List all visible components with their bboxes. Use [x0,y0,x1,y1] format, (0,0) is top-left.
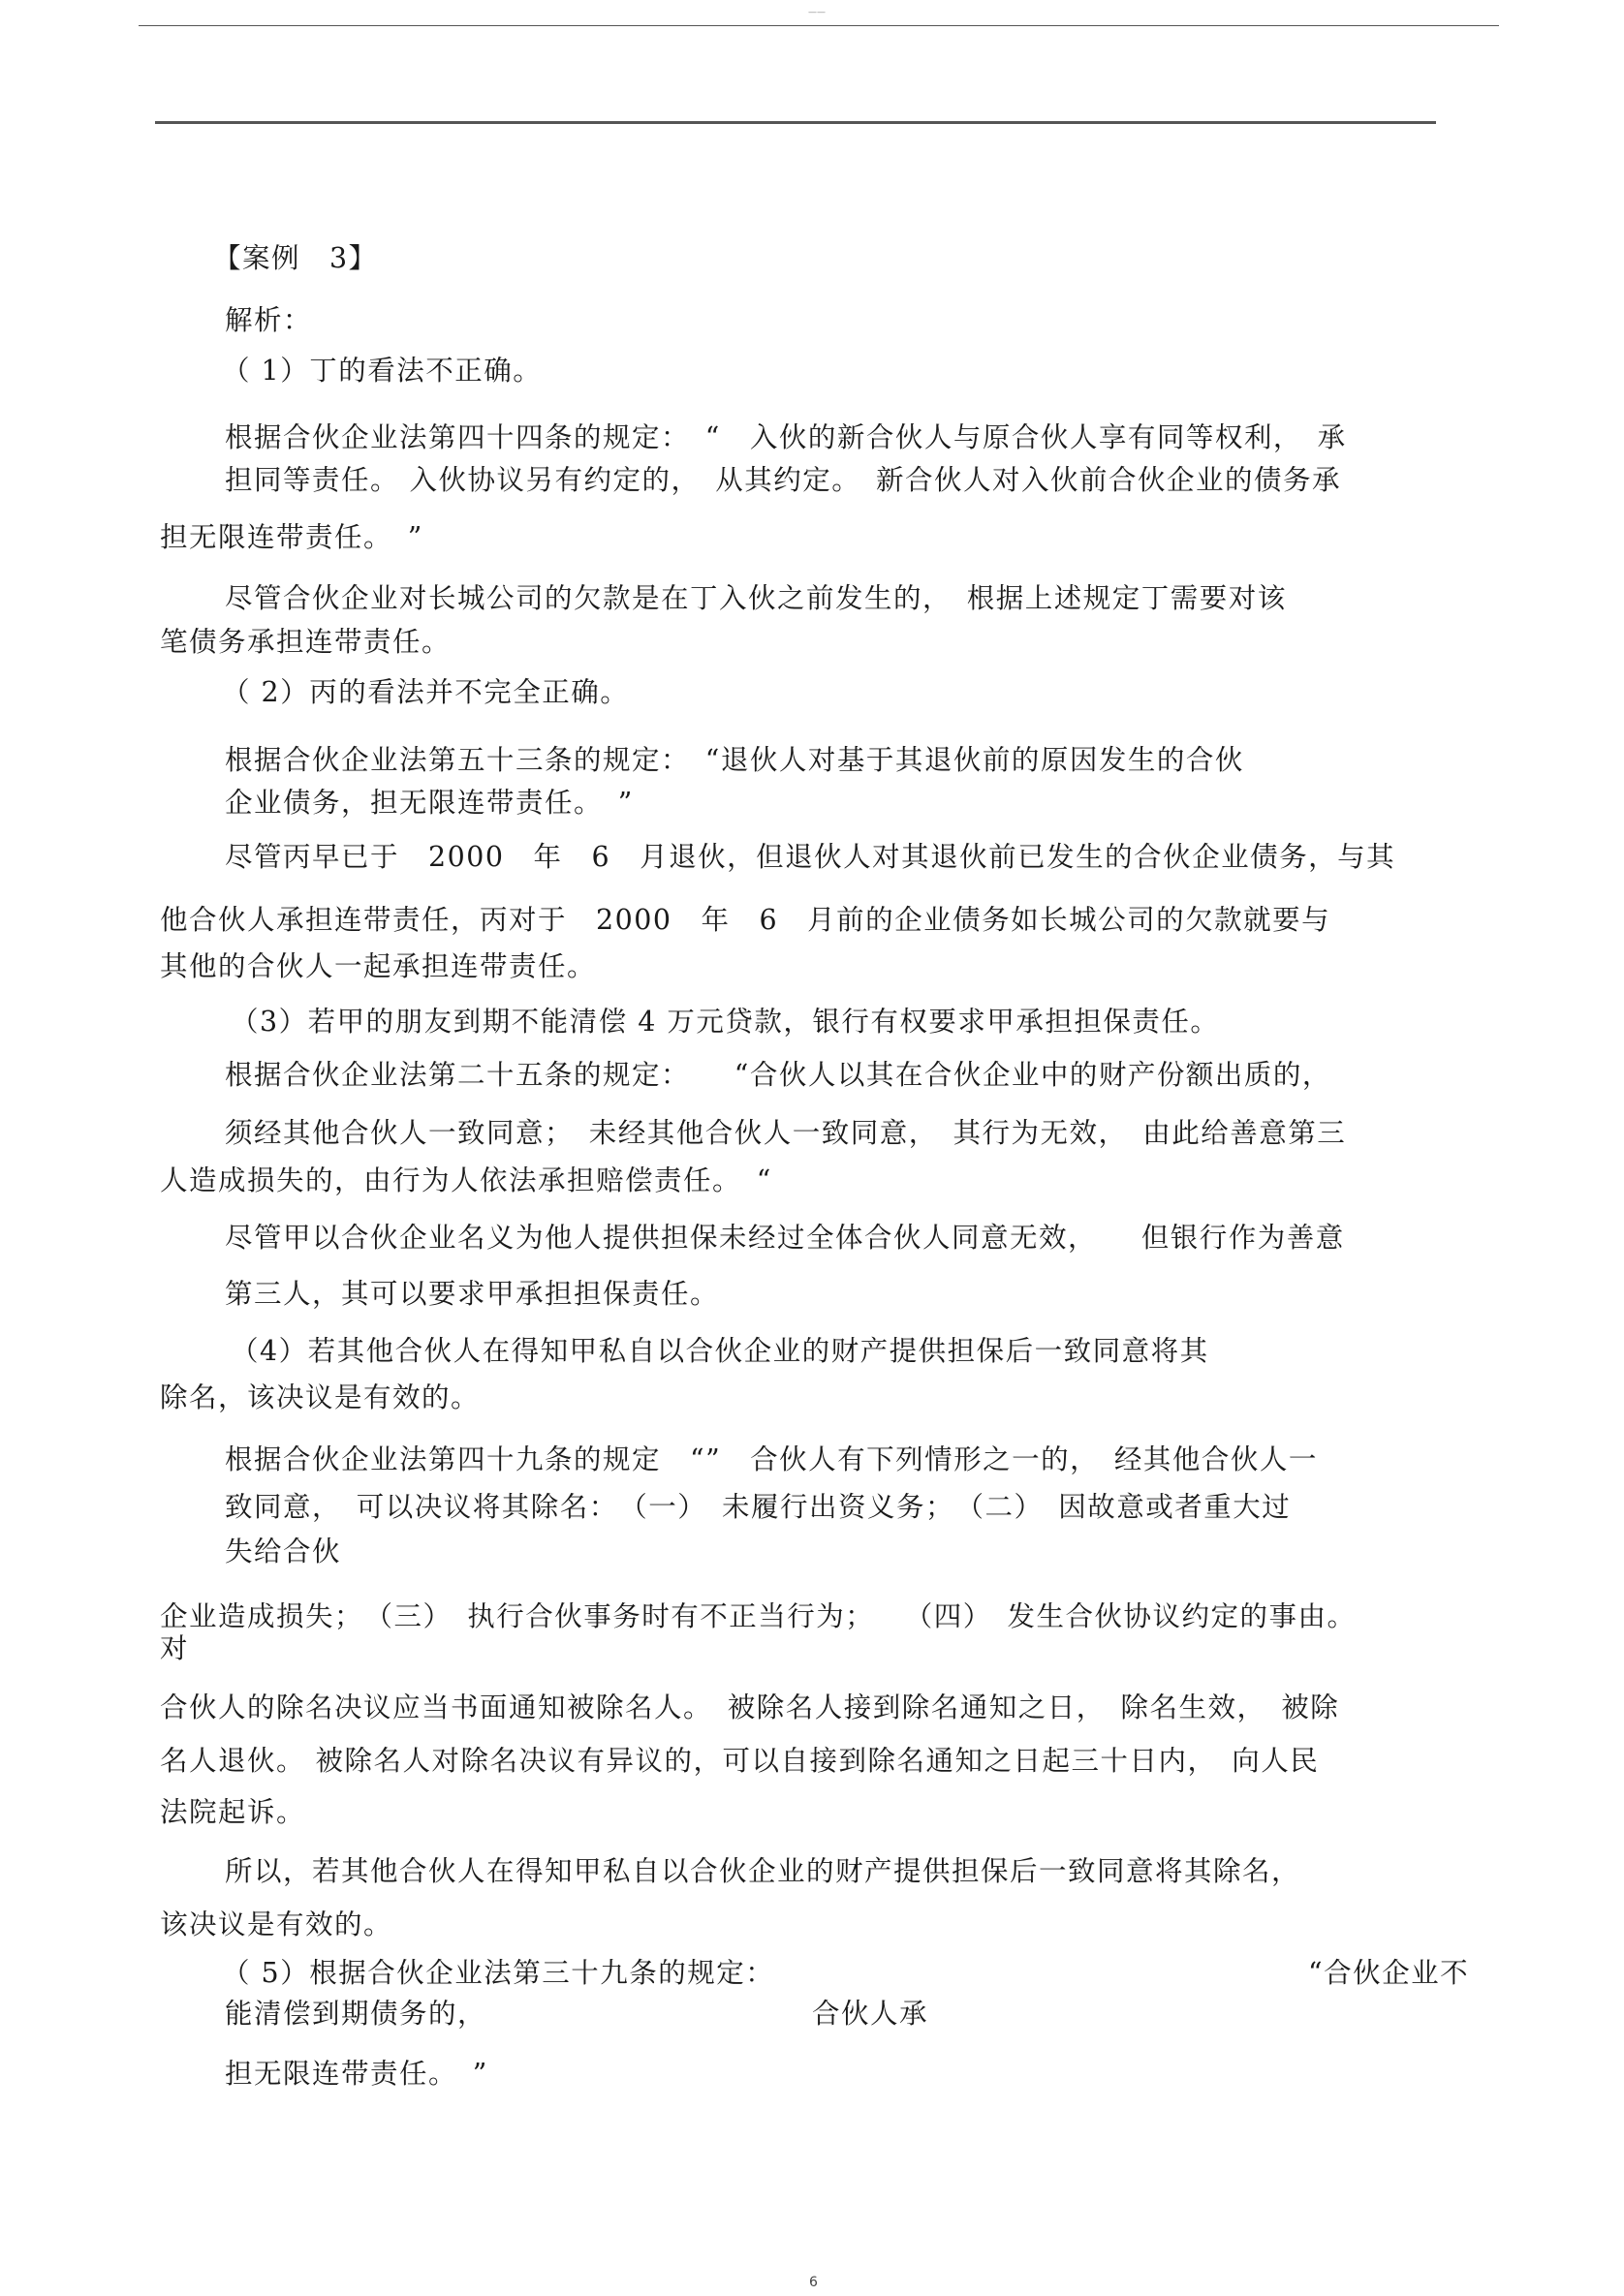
text-line: 根据合伙企业法第二十五条的规定： “合伙人以其在合伙企业中的财产份额出质的， [225,1059,1331,1091]
text-line: 担无限连带责任。 ” [225,2058,488,2090]
text-line: 该决议是有效的。 [160,1908,393,1940]
text-line: 尽管甲以合伙企业名义为他人提供担保未经过全体合伙人同意无效， 但银行作为善意 [225,1222,1345,1254]
text-line: 法院起诉。 [160,1796,306,1828]
text-line: 人造成损失的，由行为人依法承担赔偿责任。 “ [160,1164,772,1196]
text-line: 笔债务承担连带责任。 [160,626,452,658]
text-line: 能清偿到期债务的， [225,1998,487,2030]
text-line: 其他的合伙人一起承担连带责任。 [160,950,597,982]
text-line: 担无限连带责任。 ” [160,521,423,553]
text-line: 根据合伙企业法第四十九条的规定 “” 合伙人有下列情形之一的， 经其他合伙人一 [225,1443,1318,1475]
header-divider [155,121,1436,124]
text-line: 根据合伙企业法第五十三条的规定： “退伙人对基于其退伙前的原因发生的合伙 [225,744,1244,776]
text-line: 第三人，其可以要求甲承担担保责任。 [225,1278,720,1310]
point-5-heading: （ 5）根据合伙企业法第三十九条的规定： [222,1957,775,1989]
text-line: 尽管合伙企业对长城公司的欠款是在丁入伙之前发生的， 根据上述规定丁需要对该 [225,582,1287,614]
case-heading: 【案例 3】 [213,242,378,274]
text-line: 他合伙人承担连带责任，丙对于 2000 年 6 月前的企业债务如长城公司的欠款就要与 [160,904,1331,936]
header-mark: —— [808,8,826,17]
text-line: 根据合伙企业法第四十四条的规定： “ 入伙的新合伙人与原合伙人享有同等权利， 承 [225,421,1347,453]
text-line: 须经其他合伙人一致同意； 未经其他合伙人一致同意， 其行为无效， 由此给善意第三 [225,1117,1347,1149]
page-number: 6 [809,2275,818,2290]
text-line: 合伙人承 [812,1998,929,2030]
text-line: 致同意， 可以决议将其除名： （一） 未履行出资义务； （二） 因故意或者重大过 [225,1491,1292,1523]
point-1-heading: （ 1）丁的看法不正确。 [222,355,543,387]
text-line: 名人退伙。 被除名人对除名决议有异议的，可以自接到除名通知之日起三十日内， 向人民 [160,1745,1320,1777]
text-line: 对 [160,1632,190,1664]
text-line: 企业造成损失； （三） 执行合伙事务时有不正当行为； （四） 发生合伙协议约定的事由。 [160,1600,1357,1632]
text-line: 合伙人的除名决议应当书面通知被除名人。 被除名人接到除名通知之日， 除名生效， 被除 [160,1691,1340,1723]
text-line: 所以，若其他合伙人在得知甲私自以合伙企业的财产提供担保后一致同意将其除名， [225,1855,1301,1887]
text-line: 企业债务，担无限连带责任。 ” [225,787,634,819]
point-4-heading: （4）若其他合伙人在得知甲私自以合伙企业的财产提供担保后一致同意将其 [231,1335,1209,1367]
text-line: “合伙企业不 [1308,1957,1470,1989]
header-rule [139,25,1499,26]
point-3-heading: （3）若甲的朋友到期不能清偿 4 万元贷款，银行有权要求甲承担担保责任。 [231,1006,1220,1038]
analysis-label: 解析： [225,304,313,336]
text-line: 尽管丙早已于 2000 年 6 月退伙，但退伙人对其退伙前已发生的合伙企业债务，与其 [225,841,1396,873]
text-line: 失给合伙 [225,1536,342,1567]
text-line: 除名，该决议是有效的。 [160,1381,481,1413]
text-line: 担同等责任。 入伙协议另有约定的， 从其约定。 新合伙人对入伙前合伙企业的债务承 [225,464,1342,496]
point-2-heading: （ 2）丙的看法并不完全正确。 [222,676,630,708]
